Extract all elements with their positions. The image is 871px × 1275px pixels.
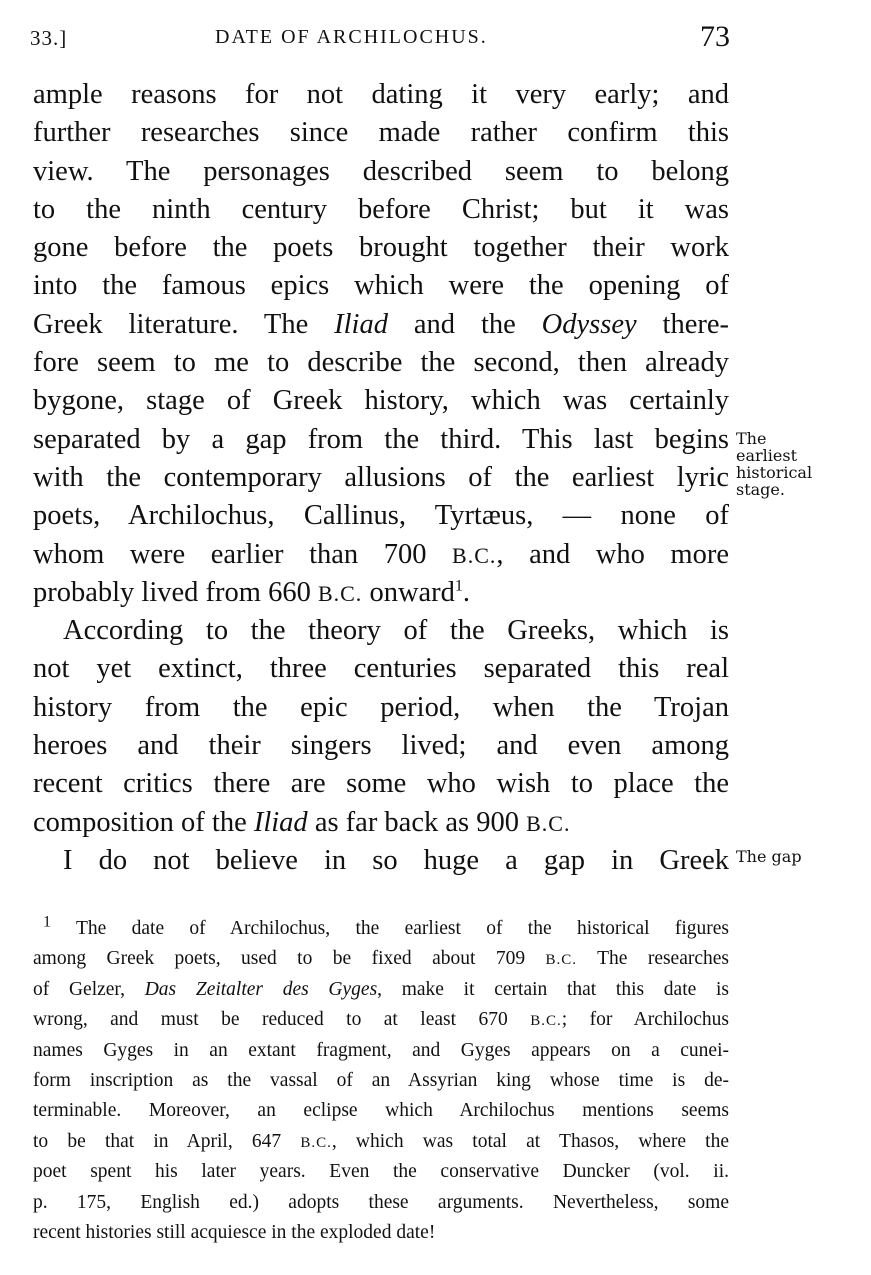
footnote-line: p. 175, English ed.) adopts these arguments. Nevertheless, some: [33, 1191, 729, 1213]
margin-note-line: The gap: [736, 847, 802, 866]
book-title-iliad: Iliad: [253, 806, 308, 838]
text-run: whom were earlier than 700: [33, 538, 453, 570]
page-number: 73: [700, 20, 730, 53]
body-line: with the contemporary allusions of the earliest lyric: [33, 461, 729, 493]
footnote-line: poet spent his later years. Even the conservative Duncker (vol. ii.: [33, 1161, 729, 1183]
text-run: The researches: [577, 948, 730, 970]
footnote-reference: 1: [454, 577, 463, 595]
text-run: among Greek poets, used to be fixed about 709: [33, 948, 546, 970]
body-line: to the ninth century before Christ; but it was: [33, 193, 729, 225]
text-run: to be that in April, 647: [33, 1130, 301, 1152]
running-head: [30, 20, 730, 56]
body-line: [33, 306, 729, 344]
body-line: gone before the poets brought together their work: [33, 232, 729, 264]
body-line: history from the epic period, when the Trojan: [33, 691, 729, 723]
book-title-iliad: Iliad: [334, 308, 388, 340]
footnote-line: [33, 975, 729, 1005]
footnote-line: [33, 944, 729, 974]
body-line: poets, Archilochus, Callinus, Tyrtæus, — none of: [33, 500, 729, 532]
footnote-line: form inscription as the vassal of an Assyrian king whose time is de-: [33, 1069, 729, 1091]
footnote-line: [33, 1005, 729, 1035]
footnote-line: [33, 914, 729, 944]
body-line: separated by a gap from the third. This last begins: [33, 423, 729, 455]
footnote-line: names Gyges in an extant fragment, and Gyges appears on a cunei-: [33, 1039, 729, 1061]
text-run: wrong, and must be reduced to at least 670: [33, 1009, 531, 1031]
body-line: heroes and their singers lived; and even among: [33, 730, 729, 762]
era-abbreviation: B.C.: [317, 580, 363, 606]
body-line: [33, 536, 729, 574]
body-line: into the famous epics which were the opening of: [33, 270, 729, 302]
text-run: The date of Archilochus, the earliest of the historical figures: [51, 918, 729, 939]
body-line: further researches since made rather confirm this: [33, 117, 729, 149]
text-run: ; for Archilochus: [561, 1009, 729, 1031]
text-run: , make it certain that this date is: [377, 978, 729, 1000]
margin-note-line: The: [736, 429, 767, 448]
body-line: bygone, stage of Greek history, which was certainly: [33, 385, 729, 417]
body-line: recent critics there are some who wish to place the: [33, 768, 729, 800]
body-line: [33, 804, 729, 842]
body-line: not yet extinct, three centuries separated this real: [33, 653, 729, 685]
text-run: as far back as 900: [307, 806, 527, 838]
body-text: [33, 76, 729, 880]
text-run: composition of the: [33, 806, 254, 838]
margin-note-line: earliest: [736, 446, 797, 465]
text-run: and the: [387, 308, 542, 340]
text-run: of Gelzer,: [33, 978, 145, 1000]
running-title: DATE OF ARCHILOCHUS.: [215, 26, 488, 48]
body-line: According to the theory of the Greeks, which is: [63, 615, 729, 647]
body-line: [33, 574, 729, 612]
cited-work-title: Das Zeitalter des Gyges: [144, 978, 378, 1000]
body-line: fore seem to me to describe the second, then already: [33, 347, 729, 379]
text-run: .: [462, 576, 471, 608]
era-abbreviation: B.C.: [545, 952, 578, 969]
footnote-line: terminable. Moreover, an eclipse which Archilochus mentions seems: [33, 1100, 729, 1122]
footnote-marker: 1: [43, 913, 51, 931]
footnote-line: [33, 1127, 729, 1157]
body-line: I do not believe in so huge a gap in Greek: [63, 844, 729, 876]
book-title-odyssey: Odyssey: [541, 308, 637, 340]
footnote-line: recent histories still acquiesce in the exploded date!: [33, 1221, 436, 1243]
footnote: [33, 914, 729, 1248]
text-run: , and who more: [496, 538, 729, 570]
text-run: there-: [636, 308, 730, 340]
text-run: probably lived from 660: [33, 576, 318, 608]
era-abbreviation: B.C.: [526, 810, 571, 836]
body-line: ample reasons for not dating it very early; and: [33, 79, 729, 110]
text-run: , which was total at Thasos, where the: [331, 1130, 730, 1152]
margin-note-the-gap: [736, 848, 802, 865]
body-line: view. The personages described seem to belong: [33, 155, 729, 187]
margin-note-earliest-stage: [736, 430, 812, 498]
era-abbreviation: B.C.: [300, 1134, 332, 1151]
text-run: onward: [362, 576, 455, 608]
era-abbreviation: B.C.: [530, 1013, 562, 1030]
margin-note-line: historical: [736, 463, 813, 482]
section-number: 33.]: [30, 26, 68, 50]
text-run: Greek literature. The: [33, 308, 335, 340]
margin-note-line: stage.: [736, 480, 785, 499]
era-abbreviation: B.C.: [452, 542, 497, 568]
